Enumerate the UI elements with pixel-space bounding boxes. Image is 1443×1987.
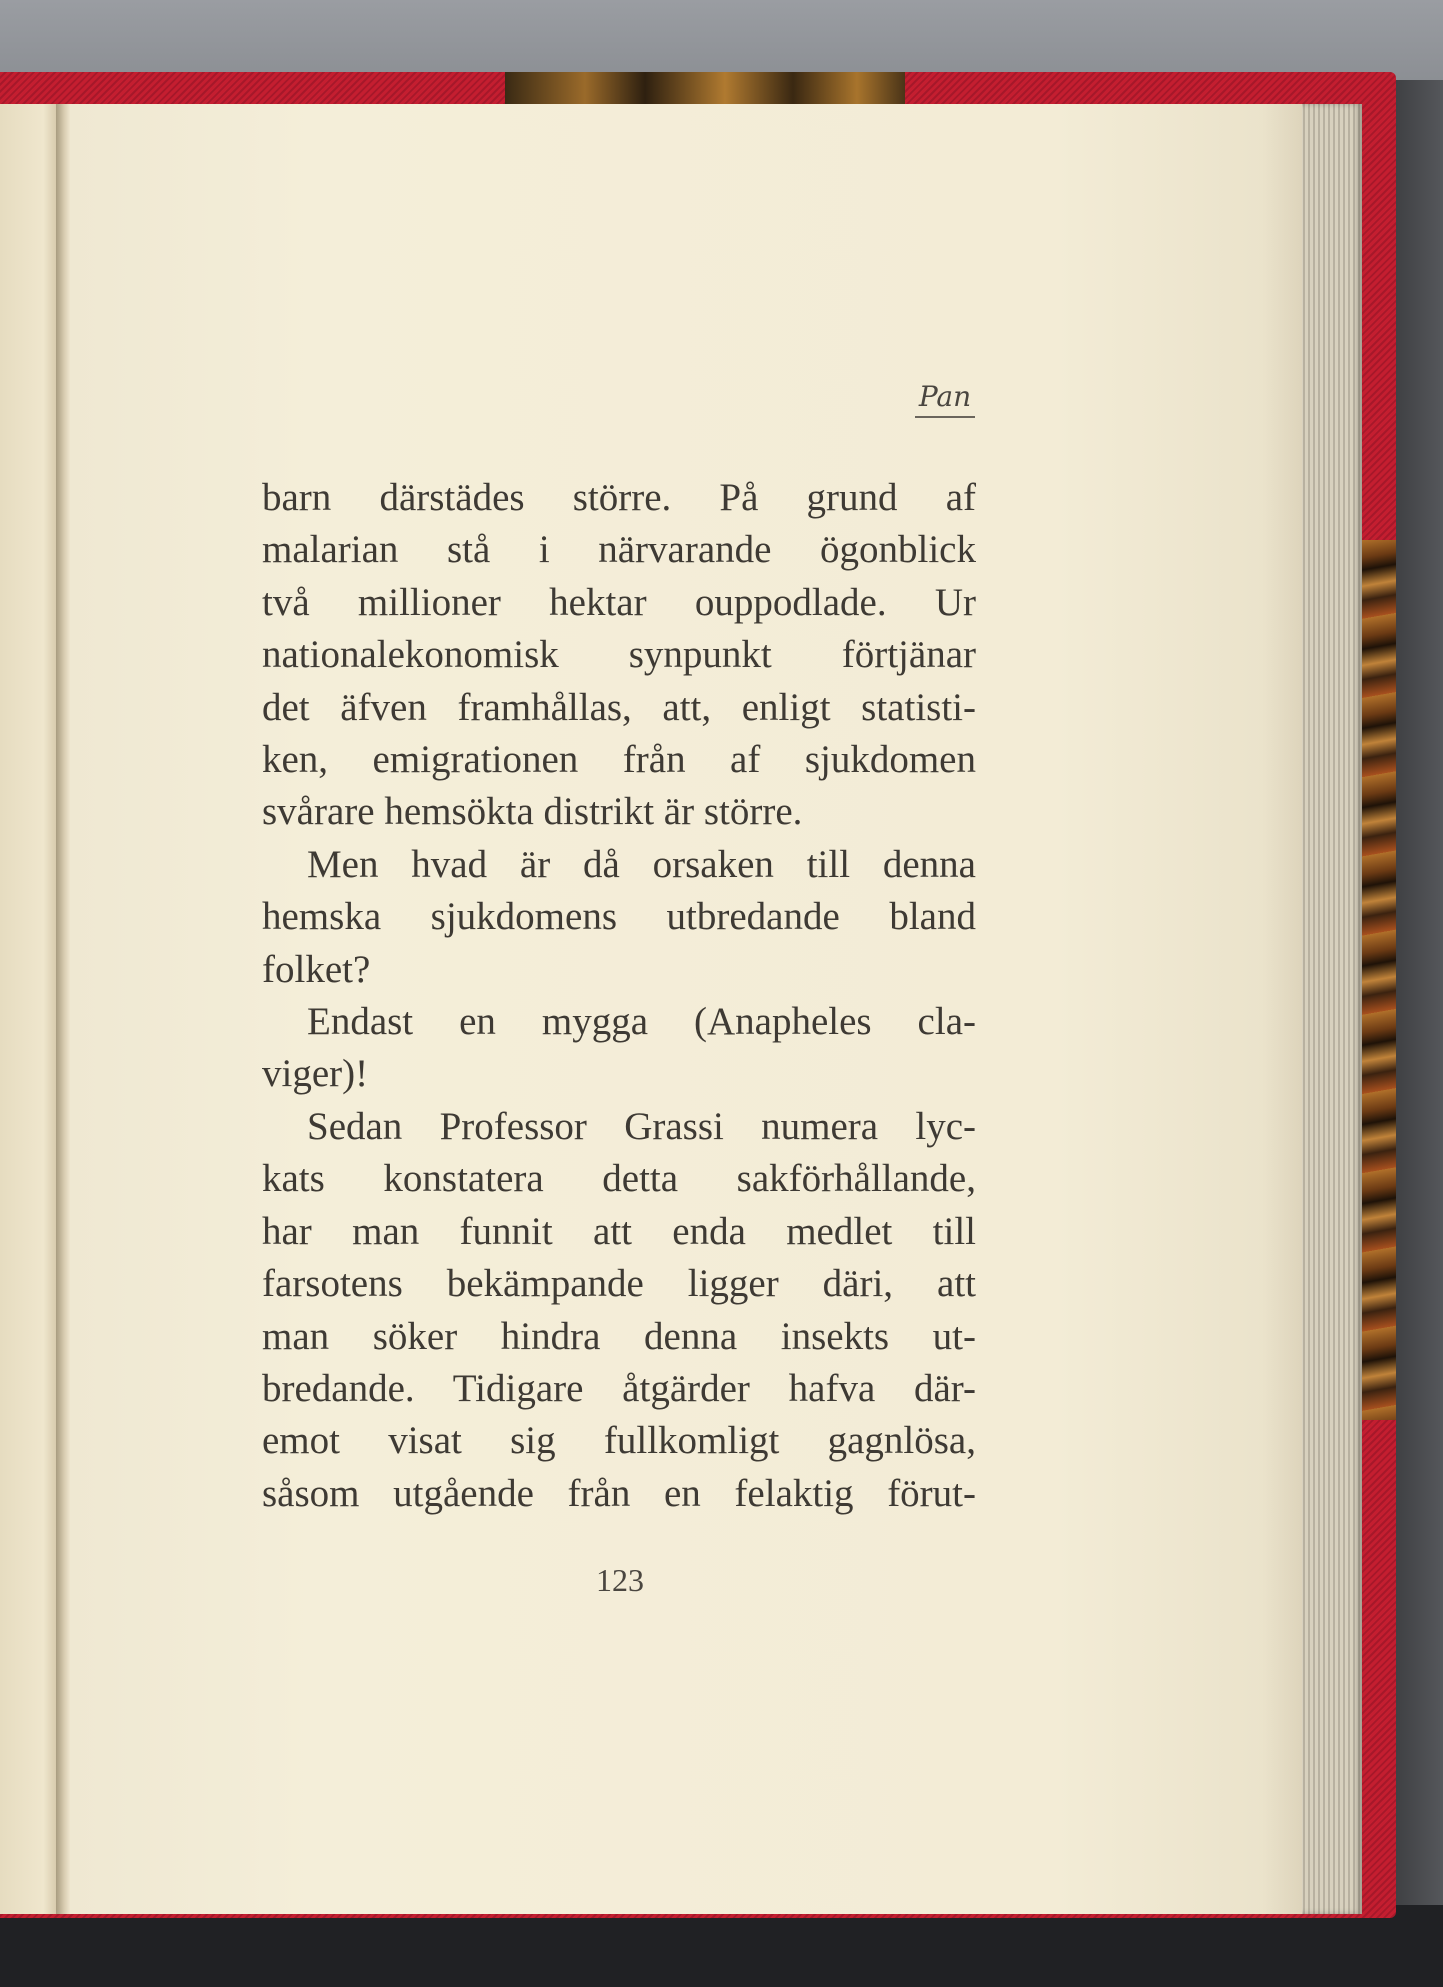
text-line: har man funnit att enda medlet till: [262, 1209, 976, 1253]
text-line: man söker hindra denna insekts ut-: [262, 1314, 976, 1358]
text-line: farsotens bekämpande ligger däri, att: [262, 1262, 976, 1306]
text-line: bredande. Tidigare åtgärder hafva där-: [262, 1366, 976, 1410]
text-line: ken, emigrationen från af sjukdomen: [262, 738, 976, 782]
running-head: Pan: [915, 380, 975, 418]
text-line: emot visat sig fullkomligt gagnlösa,: [262, 1419, 976, 1463]
text-line: barn därstädes större. På grund af: [262, 476, 976, 519]
body-text: [262, 472, 976, 1520]
page-shadow: [1262, 104, 1302, 1914]
text-line: två millioner hektar ouppodlade. Ur: [262, 580, 976, 624]
text-line: malarian stå i närvarande ögonblick: [262, 528, 976, 572]
text-line: Sedan Professor Grassi numera lyc-: [307, 1104, 976, 1148]
text-line: såsom utgående från en felaktig förut-: [262, 1471, 976, 1515]
text-line: viger)!: [262, 1052, 369, 1096]
left-page-edge: [0, 104, 62, 1914]
background-right: [1395, 80, 1443, 1905]
page-number: 123: [596, 1562, 644, 1598]
book-gutter: [56, 104, 70, 1914]
page-edges: [1300, 104, 1362, 1914]
background-top: [0, 0, 1443, 80]
text-line: hemska sjukdomens utbredande bland: [262, 895, 976, 939]
text-line: folket?: [262, 947, 371, 991]
book-headband: [505, 72, 905, 106]
marbled-endpaper-edge: [1360, 540, 1396, 1420]
text-line: det äfven framhållas, att, enligt statisti-: [262, 685, 976, 729]
text-line: Men hvad är då orsaken till denna: [307, 842, 976, 886]
text-line: Endast en mygga (Anapheles cla-: [307, 1000, 976, 1044]
text-line: kats konstatera detta sakförhållande,: [262, 1157, 976, 1201]
text-line: svårare hemsökta distrikt är större.: [262, 790, 803, 834]
text-line: nationalekonomisk synpunkt förtjänar: [262, 633, 976, 677]
